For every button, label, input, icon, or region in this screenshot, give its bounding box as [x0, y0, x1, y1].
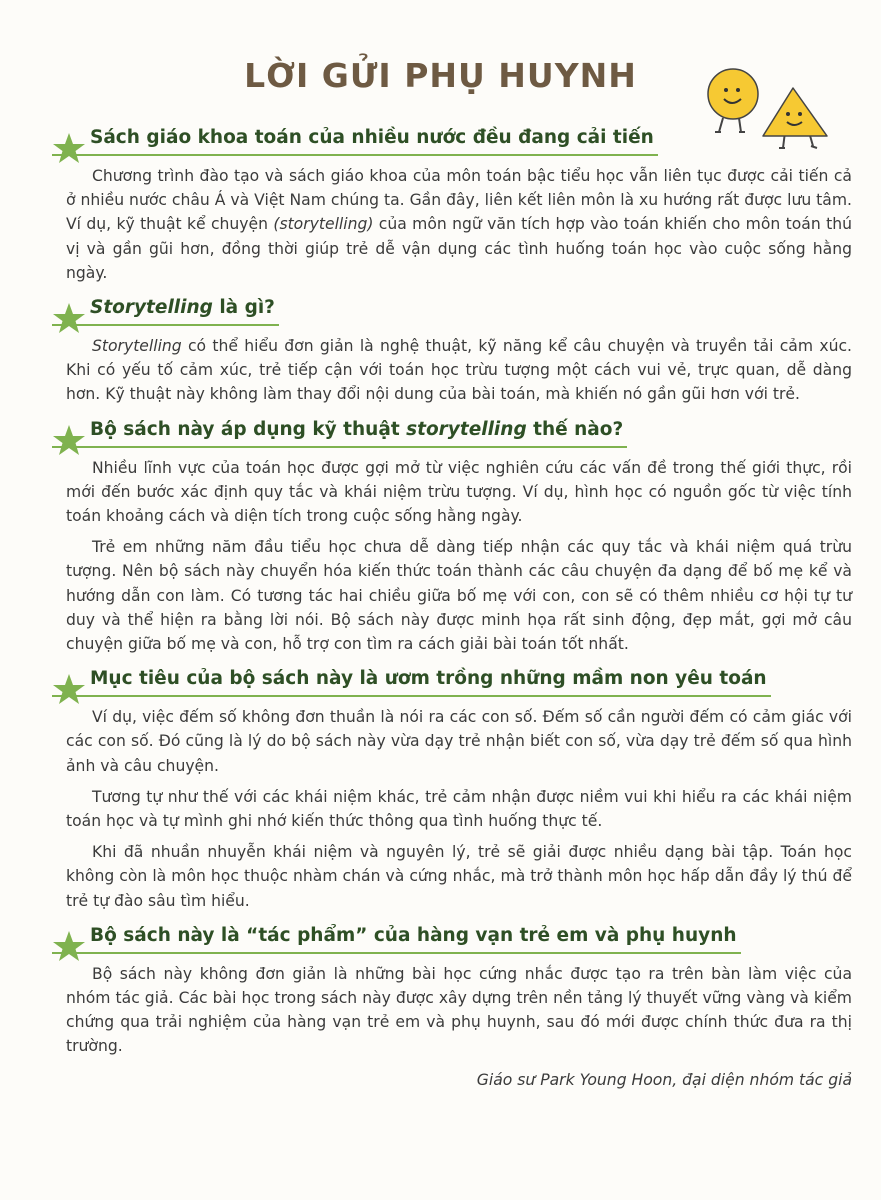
- section-goal: [52, 668, 852, 913]
- section-masterpiece: [52, 925, 852, 1059]
- letter-body: [52, 127, 852, 1089]
- paragraph: Ví dụ, việc đếm số không đơn thuần là nói ra các con số. Đếm số cần người đếm có cảm giác với các con số. Đó cũng là lý do bộ sách này vừa dạy trẻ nhận biết con số, vừa dạy trẻ đếm số qua hình ảnh và câu chuyện.: [66, 708, 852, 775]
- section-heading: Mục tiêu của bộ sách này là ươm trồng những mầm non yêu toán: [52, 668, 771, 697]
- section-heading: Bộ sách này là “tác phẩm” của hàng vạn trẻ em và phụ huynh: [52, 925, 741, 954]
- green-star-icon: [52, 424, 86, 456]
- paragraph: Nhiều lĩnh vực của toán học được gợi mở từ việc nghiên cứu các vấn đề trong thế giới thực, rồi mới đến bước xác định quy tắc và khái niệm trừu tượng. Ví dụ, hình học có nguồn gốc từ việc tính toán khoảng cách và diện tích trong cuộc sống hằng ngày.: [66, 458, 852, 526]
- section-what-is-storytelling: [52, 297, 852, 407]
- green-star-icon: [52, 930, 86, 962]
- paragraph: Storytelling có thể hiểu đơn giản là nghệ thuật, kỹ năng kể câu chuyện và truyền tải cảm xúc. Khi có yếu tố cảm xúc, trẻ tiếp cận với toán học trừu tượng một cách vui vẻ, trực quan, dễ dàng hơn. Kỹ thuật này không làm thay đổi nội dung của bài toán, mà khiến nó gần gũi hơn với trẻ.: [66, 337, 852, 404]
- page-title: LỜI GỬI PHỤ HUYNH: [244, 56, 637, 95]
- paragraph: Trẻ em những năm đầu tiểu học chưa dễ dàng tiếp nhận các quy tắc và khái niệm quá trừu tượng. Nên bộ sách này chuyển hóa kiến thức toán thành các câu chuyện đa dạng để bố mẹ kể và hướng dẫn con làm. Có tương tác hai chiều giữa bố mẹ với con, con sẽ có thêm nhiều cơ hội tự tư duy và thể hiện ra bằng lời nói. Bộ sách này được minh họa rất sinh động, đẹp mắt, gợi mở câu chuyện giữa bố mẹ và con, hỗ trợ con tìm ra cách giải bài toán tốt nhất.: [66, 538, 852, 654]
- section-heading: Storytelling là gì?: [52, 297, 279, 326]
- section-heading: Sách giáo khoa toán của nhiều nước đều đang cải tiến: [52, 127, 658, 156]
- section-heading: Bộ sách này áp dụng kỹ thuật storytelling thế nào?: [52, 419, 627, 448]
- green-star-icon: [52, 132, 86, 164]
- green-star-icon: [52, 673, 86, 705]
- section-how-applied: [52, 419, 852, 657]
- paragraph: Chương trình đào tạo và sách giáo khoa của môn toán bậc tiểu học vẫn liên tục được cải tiến cả ở nhiều nước châu Á và Việt Nam chúng ta. Gần đây, liên kết liên môn là xu hướng rất được lưu tâm. Ví dụ, kỹ thuật kể chuyện (storytelling) của môn ngữ văn tích hợp vào toán khiến cho môn toán thú vị và gần gũi hơn, đồng thời giúp trẻ dễ vận dụng các tình huống toán học vào cuộc sống hằng ngày.: [66, 167, 852, 282]
- paragraph: Khi đã nhuần nhuyễn khái niệm và nguyên lý, trẻ sẽ giải được nhiều dạng bài tập. Toán học không còn là môn học thuộc nhàm chán và cứng nhắc, mà trở thành môn học hấp dẫn đầy lý thú để trẻ tự đào sâu tìm hiểu.: [66, 843, 852, 910]
- circle-mascot-icon: [708, 69, 758, 132]
- paragraph: Tương tự như thế với các khái niệm khác, trẻ cảm nhận được niềm vui khi hiểu ra các khái niệm toán học và tự mình ghi nhớ kiến thức thông qua tình huống thực tế.: [66, 787, 852, 831]
- green-star-icon: [52, 302, 86, 334]
- paragraph: Bộ sách này không đơn giản là những bài học cứng nhắc được tạo ra trên bàn làm việc của nhóm tác giả. Các bài học trong sách này được xây dựng trên nền tảng lý thuyết vững vàng và kiểm chứng qua trải nghiệm của hàng vạn trẻ em và phụ huynh, sau đó mới được chính thức đưa ra thị trường.: [66, 964, 852, 1056]
- section-textbook-improvement: [52, 127, 852, 285]
- author-signature: Giáo sư Park Young Hoon, đại diện nhóm tác giả: [476, 1070, 852, 1089]
